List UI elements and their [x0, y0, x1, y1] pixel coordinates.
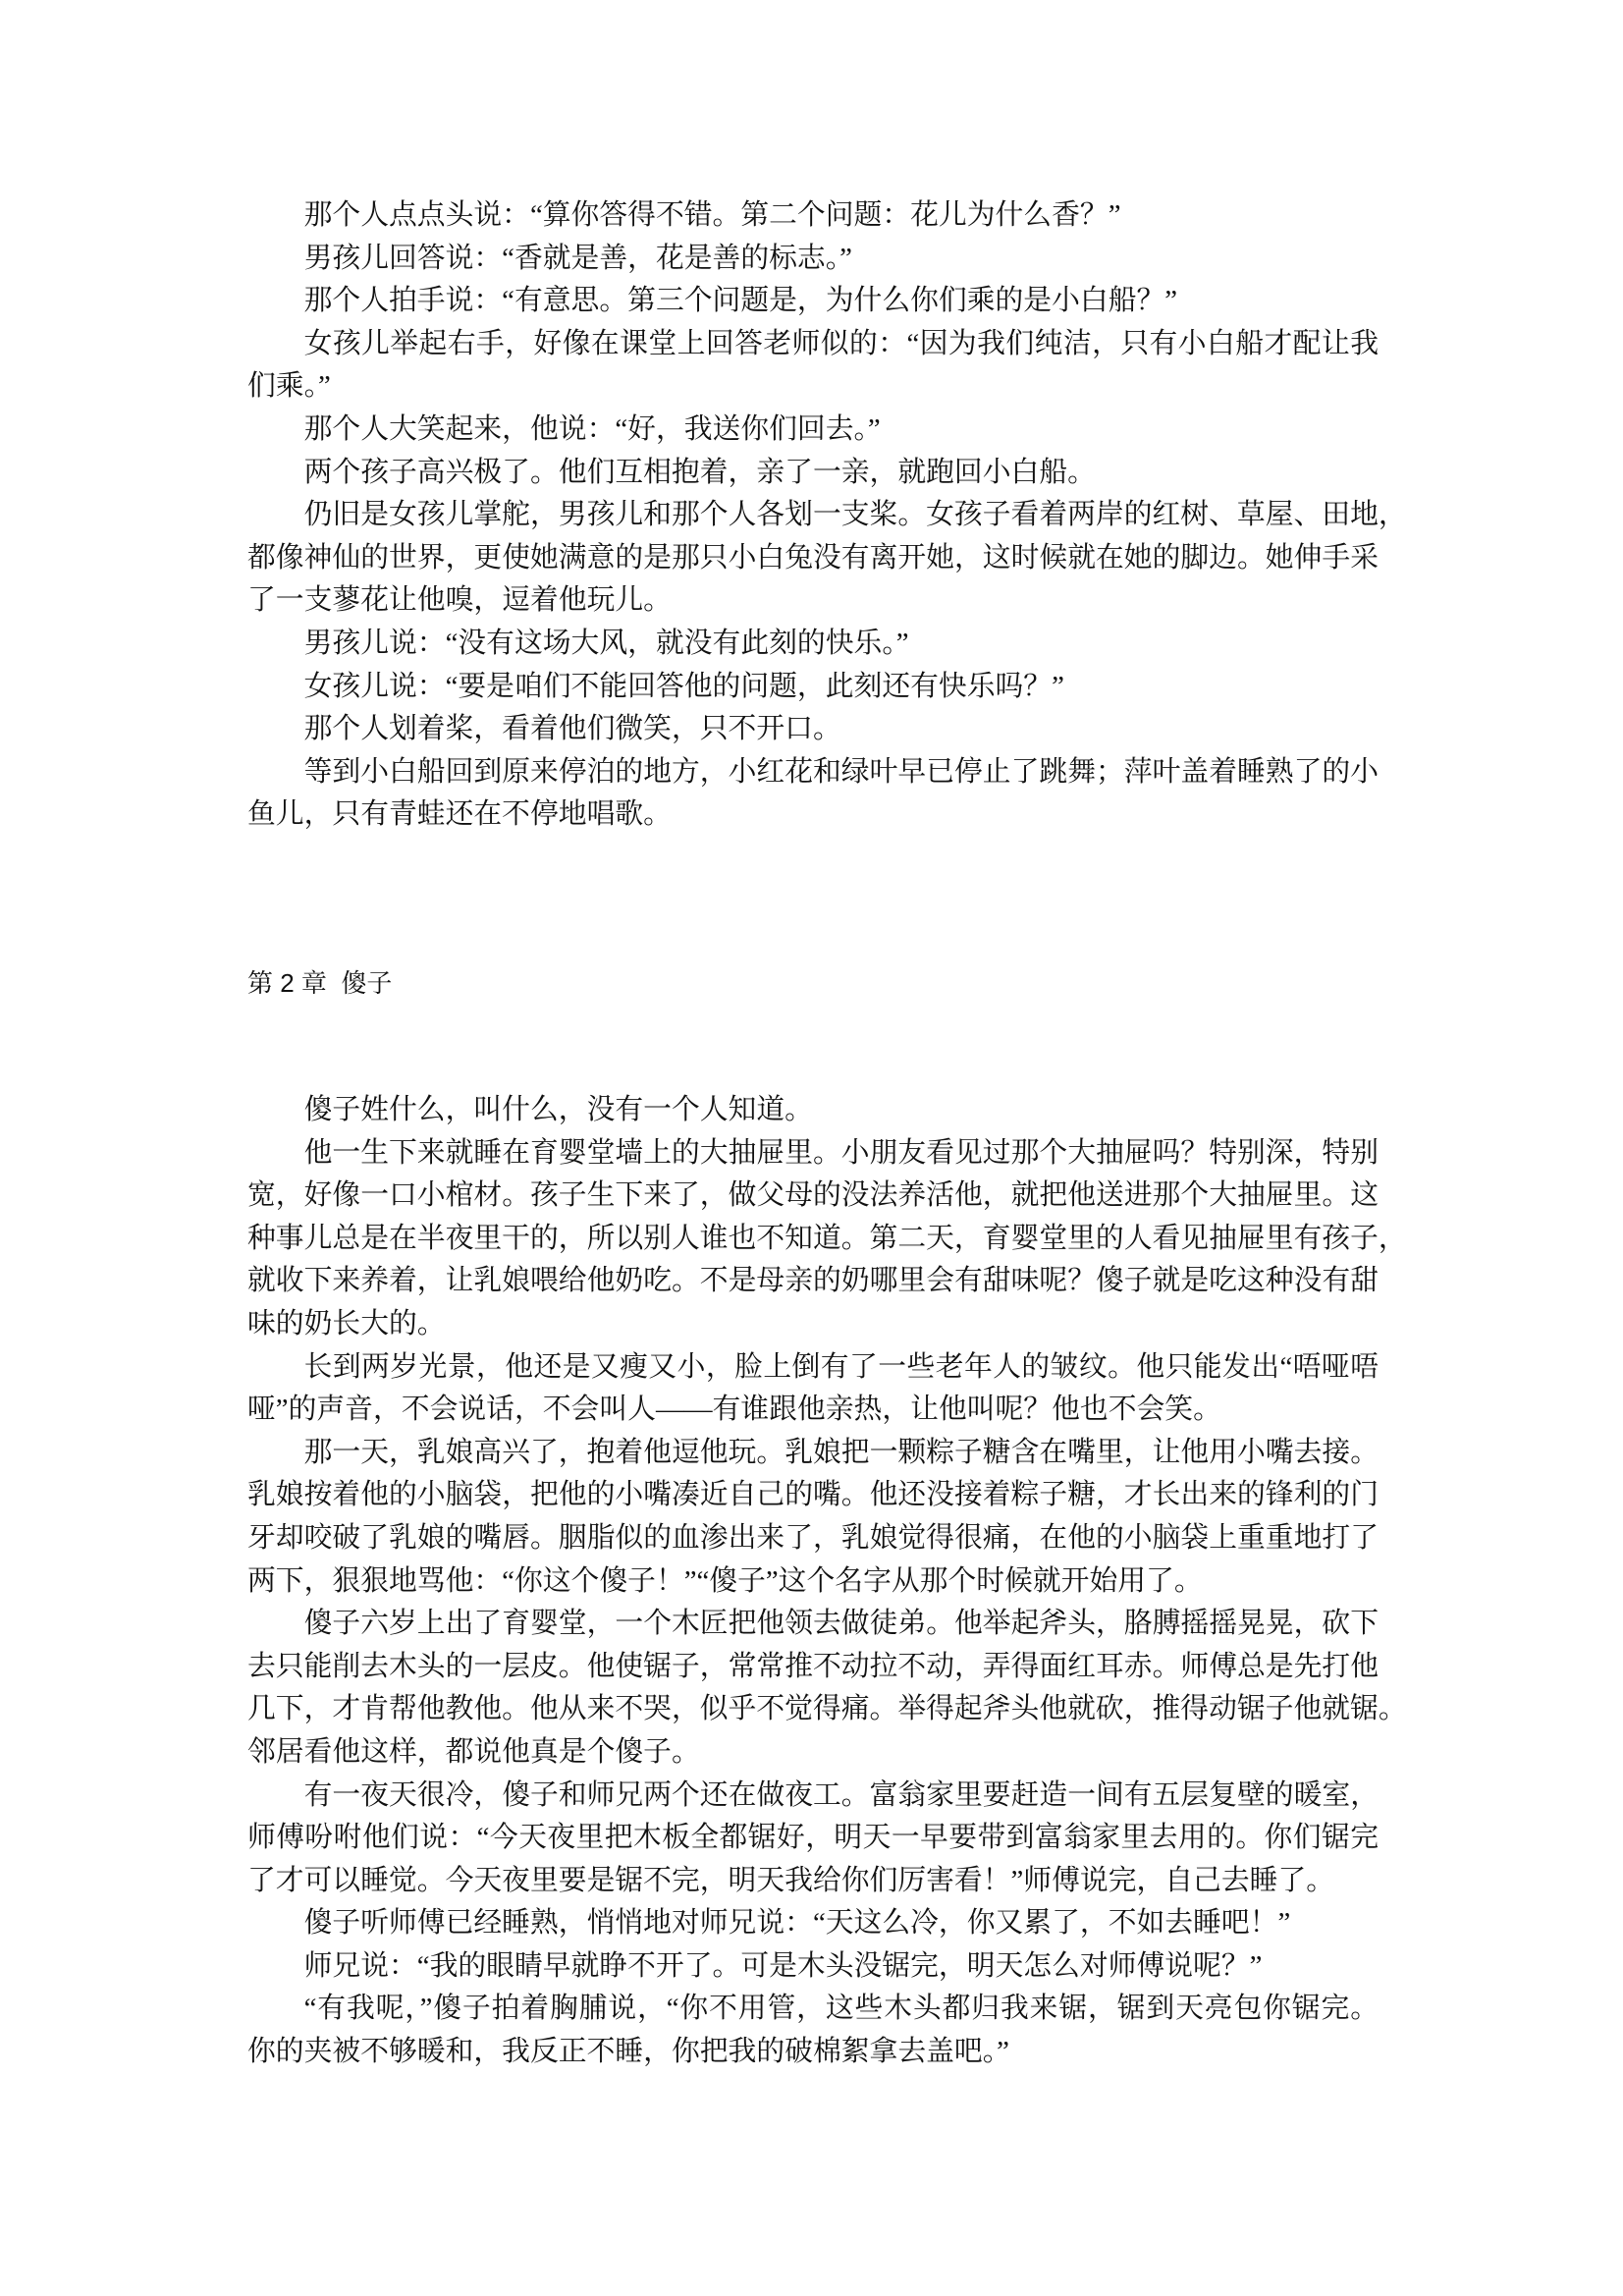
- paragraph: [247, 623, 1379, 666]
- text-line: 你的夹被不够暖和，我反正不睡，你把我的破棉絮拿去盖吧。”: [247, 2036, 1009, 2068]
- paragraph: [247, 409, 1379, 452]
- chapter-title: 第 2 章 傻子: [247, 968, 393, 998]
- text-line: 味的奶长大的。: [247, 1307, 446, 1339]
- text-line: 女孩儿说：“要是咱们不能回答他的问题，此刻还有快乐吗？”: [303, 670, 1064, 702]
- paragraph: [247, 1432, 1379, 1603]
- chapter-2-body-text: [247, 1089, 1407, 2074]
- text-line: 那一天，乳娘高兴了，抱着他逗他玩。乳娘把一颗粽子糖含在嘴里，让他用小嘴去接。: [303, 1436, 1379, 1468]
- text-line: 了一支蓼花让他嗅，逗着他玩儿。: [247, 584, 672, 617]
- paragraph: [247, 708, 1379, 751]
- text-line: 鱼儿，只有青蛙还在不停地唱歌。: [247, 798, 672, 831]
- text-line: 他一生下来就睡在育婴堂墙上的大抽屉里。小朋友看见过那个大抽屉吗？特别深，特别: [303, 1136, 1379, 1169]
- text-line: 仍旧是女孩儿掌舵，男孩儿和那个人各划一支桨。女孩子看着两岸的红树、草屋、田地，: [303, 499, 1407, 531]
- text-line: 傻子姓什么，叫什么，没有一个人知道。: [303, 1094, 813, 1125]
- text-line: 师傅吩咐他们说：“今天夜里把木板全都锯好，明天一早要带到富翁家里去用的。你们锯完: [247, 1822, 1379, 1854]
- paragraph: [247, 238, 1379, 281]
- text-line: 了才可以睡觉。今天夜里要是锯不完，明天我给你们厉害看！”师傅说完，自己去睡了。: [247, 1864, 1335, 1896]
- text-line: 傻子六岁上出了育婴堂，一个木匠把他领去做徒弟。他举起斧头，胳膊摇摇晃晃，砍下: [303, 1608, 1379, 1640]
- paragraph: [247, 1902, 1379, 1945]
- text-line: 几下，才肯帮他教他。他从来不哭，似乎不觉得痛。举得起斧头他就砍，推得动锯子他就锯。: [247, 1693, 1407, 1725]
- text-line: 师兄说：“我的眼睛早就睁不开了。可是木头没锯完，明天怎么对师傅说呢？”: [303, 1949, 1263, 1982]
- text-line: 那个人拍手说：“有意思。第三个问题是，为什么你们乘的是小白船？”: [303, 285, 1178, 317]
- text-line: 那个人点点头说：“算你答得不错。第二个问题：花儿为什么香？”: [303, 199, 1121, 231]
- text-line: 们乘。”: [247, 370, 331, 403]
- paragraph: [247, 1988, 1379, 2073]
- text-line: 邻居看他这样，都说他真是个傻子。: [247, 1735, 700, 1768]
- text-line: 种事儿总是在半夜里干的，所以别人谁也不知道。第二天，育婴堂里的人看见抽屉里有孩子，: [247, 1222, 1407, 1254]
- paragraph: [247, 323, 1379, 409]
- paragraph: [247, 1089, 1379, 1132]
- text-line: 都像神仙的世界，更使她满意的是那只小白兔没有离开她，这时候就在她的脚边。她伸手采: [247, 541, 1379, 574]
- text-line: 两下，狠狠地骂他：“你这个傻子！”“傻子”这个名字从那个时候就开始用了。: [247, 1564, 1203, 1597]
- text-line: 男孩儿说：“没有这场大风，就没有此刻的快乐。”: [303, 627, 909, 659]
- text-line: 女孩儿举起右手，好像在课堂上回答老师似的：“因为我们纯洁，只有小白船才配让我: [303, 327, 1379, 359]
- paragraph: [247, 194, 1379, 238]
- text-line: 哑”的声音，不会说话，不会叫人——有谁跟他亲热，让他叫呢？他也不会笑。: [247, 1394, 1221, 1426]
- text-line: 两个孩子高兴极了。他们互相抱着，亲了一亲，就跑回小白船。: [303, 456, 1096, 488]
- paragraph: [247, 1132, 1407, 1346]
- paragraph: [247, 1603, 1407, 1774]
- text-line: 那个人划着桨，看着他们微笑，只不开口。: [303, 713, 841, 745]
- text-line: 等到小白船回到原来停泊的地方，小红花和绿叶早已停止了跳舞；萍叶盖着睡熟了的小: [303, 755, 1379, 788]
- text-line: 长到两岁光景，他还是又瘦又小，脸上倒有了一些老年人的皱纹。他只能发出“唔哑唔: [303, 1350, 1379, 1383]
- text-line: “有我呢，”傻子拍着胸脯说，“你不用管，这些木头都归我来锯，锯到天亮包你锯完。: [303, 1993, 1379, 2025]
- text-line: 乳娘按着他的小脑袋，把他的小嘴凑近自己的嘴。他还没接着粽子糖，才长出来的锋利的门: [247, 1479, 1379, 1511]
- paragraph: [247, 280, 1379, 323]
- paragraph: [247, 666, 1379, 709]
- text-line: 去只能削去木头的一层皮。他使锯子，常常推不动拉不动，弄得面红耳赤。师傅总是先打他: [247, 1650, 1379, 1682]
- text-line: 男孩儿回答说：“香就是善，花是善的标志。”: [303, 242, 852, 274]
- text-line: 有一夜天很冷，傻子和师兄两个还在做夜工。富翁家里要赶造一间有五层复壁的暖室，: [303, 1778, 1379, 1811]
- paragraph: [247, 751, 1379, 837]
- paragraph: [247, 1346, 1379, 1432]
- text-line: 牙却咬破了乳娘的嘴唇。胭脂似的血渗出来了，乳娘觉得很痛，在他的小脑袋上重重地打了: [247, 1521, 1379, 1554]
- paragraph: [247, 452, 1379, 495]
- text-line: 宽，好像一口小棺材。孩子生下来了，做父母的没法养活他，就把他送进那个大抽屉里。这: [247, 1179, 1379, 1212]
- text-line: 傻子听师傅已经睡熟，悄悄地对师兄说：“天这么冷，你又累了，不如去睡吧！”: [303, 1907, 1291, 1940]
- text-line: 那个人大笑起来，他说：“好，我送你们回去。”: [303, 412, 881, 445]
- text-line: 就收下来养着，让乳娘喂给他奶吃。不是母亲的奶哪里会有甜味呢？傻子就是吃这种没有甜: [247, 1265, 1379, 1297]
- paragraph: [247, 494, 1407, 623]
- chapter-1-ending-text: [247, 194, 1407, 837]
- paragraph: [247, 1775, 1379, 1903]
- paragraph: [247, 1945, 1379, 1989]
